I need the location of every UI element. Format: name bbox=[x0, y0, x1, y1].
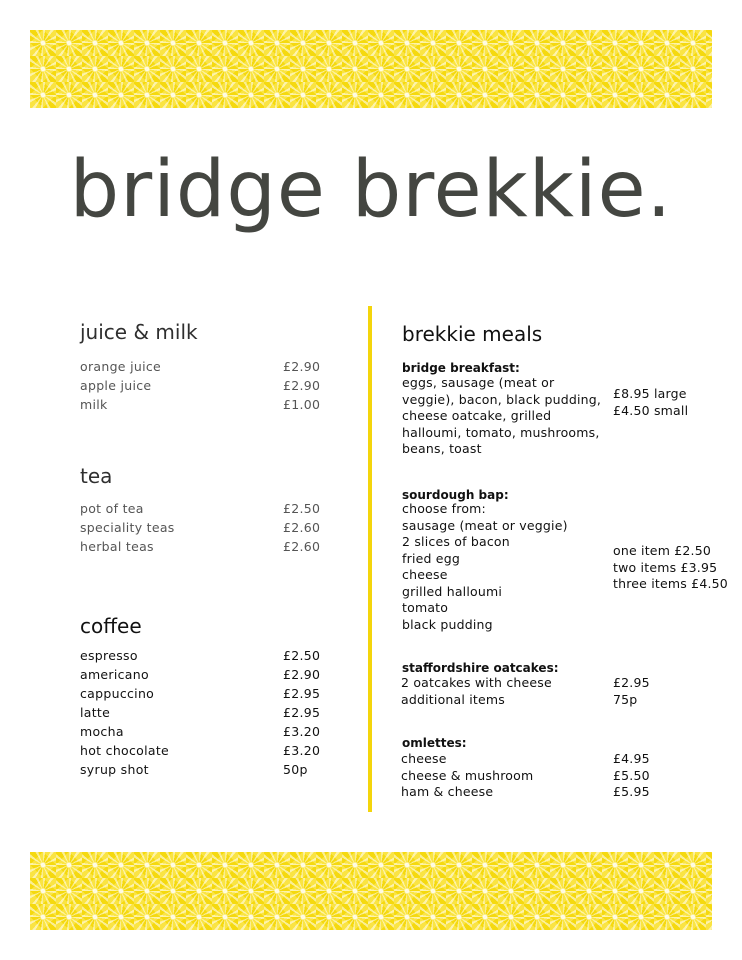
meal-description-line: black pudding bbox=[402, 616, 493, 632]
section-title-coffee: coffee bbox=[80, 614, 142, 638]
item-name: latte bbox=[80, 705, 111, 720]
section-title-tea: tea bbox=[80, 464, 113, 488]
meal-description-line: cheese oatcake, grilled bbox=[402, 408, 552, 423]
meal-description-line: sausage (meat or veggie) bbox=[402, 517, 568, 533]
menu-item bbox=[80, 705, 325, 724]
meal-price: two items £3.95 bbox=[613, 559, 718, 575]
section-title-brekkie-meals: brekkie meals bbox=[402, 322, 543, 346]
item-name: americano bbox=[80, 667, 149, 682]
meal-description-line: grilled halloumi bbox=[402, 583, 503, 599]
section-title-juice-milk: juice & milk bbox=[80, 320, 198, 344]
meal-price: £8.95 large bbox=[613, 386, 687, 401]
item-name: speciality teas bbox=[80, 520, 175, 535]
meal-price: £5.95 bbox=[613, 784, 650, 799]
item-price: £1.00 bbox=[283, 397, 321, 412]
item-name: apple juice bbox=[80, 378, 152, 393]
item-price: £2.60 bbox=[283, 520, 321, 535]
menu-item bbox=[80, 539, 325, 558]
item-name: espresso bbox=[80, 648, 138, 663]
item-price: £2.90 bbox=[283, 378, 321, 393]
meal-description-line: tomato bbox=[402, 600, 449, 615]
item-name: milk bbox=[80, 397, 108, 412]
meal-price: three items £4.50 bbox=[613, 576, 728, 591]
meal-item-name: additional items bbox=[401, 691, 506, 707]
meal-price: £2.95 bbox=[613, 675, 650, 690]
menu-item bbox=[80, 724, 325, 743]
item-name: syrup shot bbox=[80, 762, 149, 777]
meal-description-line: cheese bbox=[402, 567, 448, 582]
item-price: £2.50 bbox=[283, 501, 321, 516]
item-price: £2.60 bbox=[283, 539, 321, 554]
meal-price: one item £2.50 bbox=[613, 543, 712, 558]
meal-description-line: fried egg bbox=[402, 550, 460, 566]
item-name: cappuccino bbox=[80, 686, 155, 701]
menu-item bbox=[80, 359, 325, 378]
meal-price: £5.50 bbox=[613, 767, 650, 783]
item-price: £2.90 bbox=[283, 359, 321, 374]
menu-item bbox=[80, 501, 325, 520]
item-name: hot chocolate bbox=[80, 743, 170, 758]
item-price: £2.95 bbox=[283, 705, 321, 720]
meal-title-oatcakes: staffordshire oatcakes: bbox=[402, 661, 559, 675]
item-name: herbal teas bbox=[80, 539, 154, 554]
menu-item bbox=[80, 743, 325, 762]
meal-price: 75p bbox=[613, 691, 638, 707]
menu-item bbox=[80, 520, 325, 539]
meal-description-line: beans, toast bbox=[402, 441, 482, 456]
menu-item bbox=[80, 648, 325, 667]
item-price: £2.90 bbox=[283, 667, 321, 682]
menu-item bbox=[80, 397, 325, 416]
meal-price: £4.50 small bbox=[613, 402, 689, 418]
meal-description-line: 2 slices of bacon bbox=[402, 534, 510, 549]
column-divider bbox=[368, 306, 372, 812]
menu-item bbox=[80, 667, 325, 686]
menu-item bbox=[80, 762, 325, 781]
item-price: 50p bbox=[283, 762, 308, 777]
menu-item bbox=[80, 686, 325, 705]
item-price: £3.20 bbox=[283, 724, 321, 739]
menu-item bbox=[80, 378, 325, 397]
meal-item-name: ham & cheese bbox=[401, 784, 494, 799]
meal-description-line: veggie), bacon, black pudding, bbox=[402, 391, 602, 407]
meal-item-name: 2 oatcakes with cheese bbox=[401, 675, 552, 690]
meal-title-sourdough-bap: sourdough bap: bbox=[402, 488, 509, 502]
decorative-banner-top bbox=[30, 30, 712, 108]
meal-item-name: cheese bbox=[401, 751, 447, 766]
item-price: £2.50 bbox=[283, 648, 321, 663]
meal-description-line: eggs, sausage (meat or bbox=[402, 375, 555, 390]
meal-description-line: halloumi, tomato, mushrooms, bbox=[402, 424, 600, 440]
menu-title: bridge brekkie. bbox=[69, 145, 673, 235]
meal-price: £4.95 bbox=[613, 751, 650, 766]
meal-description-line: choose from: bbox=[402, 501, 486, 516]
decorative-banner-bottom bbox=[30, 852, 712, 930]
item-name: orange juice bbox=[80, 359, 161, 374]
meal-title-bridge-breakfast: bridge breakfast: bbox=[402, 361, 520, 375]
item-price: £2.95 bbox=[283, 686, 321, 701]
meal-title-omlettes: omlettes: bbox=[402, 736, 467, 750]
item-name: mocha bbox=[80, 724, 124, 739]
item-name: pot of tea bbox=[80, 501, 144, 516]
meal-item-name: cheese & mushroom bbox=[401, 767, 534, 783]
item-price: £3.20 bbox=[283, 743, 321, 758]
